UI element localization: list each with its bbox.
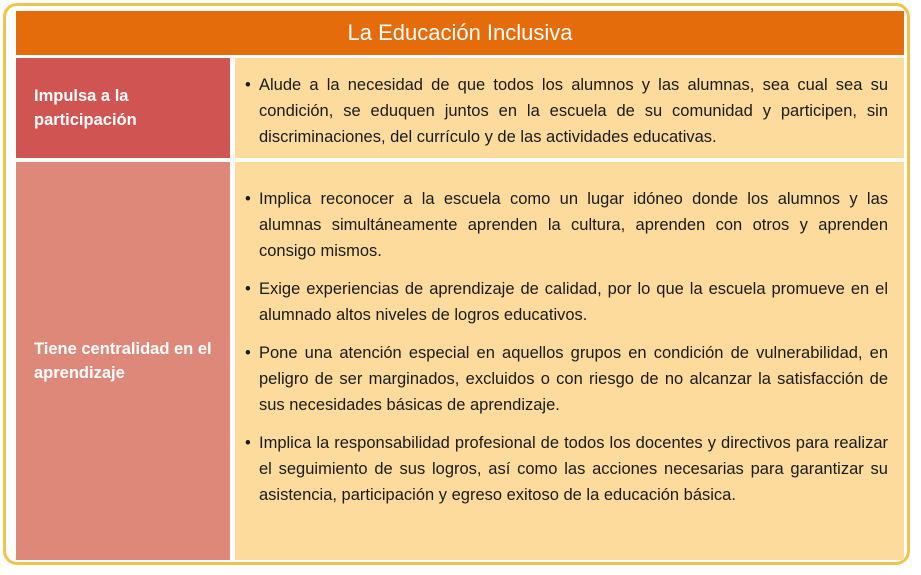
row-label-text: Impulsa a la participación (34, 87, 137, 129)
row-label-text: Tiene centralidad en el aprendizaje (34, 340, 212, 382)
bullet-icon: • (245, 190, 251, 208)
bullet-icon: • (245, 344, 251, 362)
list-item (245, 186, 888, 264)
list-item (245, 340, 888, 418)
table-title: La Educación Inclusiva (16, 11, 904, 55)
bullet-list (245, 72, 888, 150)
bullet-list (245, 186, 888, 508)
row-content-aprendizaje (235, 162, 904, 560)
bullet-icon: • (245, 434, 251, 452)
bullet-icon: • (245, 76, 251, 94)
row-content-participacion (235, 58, 904, 158)
bullet-text: Implica reconocer a la escuela como un lugar idóneo donde los alumnos y las alumnas simultáneamente aprenden la cultura, aprenden con otros y aprenden consigo mismos. (259, 190, 888, 260)
bullet-text: Pone una atención especial en aquellos grupos en condición de vulnerabilidad, en peligro de ser marginados, excluidos o con riesgo de no alcanzar la satisfacción de sus necesidades básicas de aprendizaje. (259, 344, 888, 414)
bullet-icon: • (245, 280, 251, 298)
bullet-text: Implica la responsabilidad profesional de todos los docentes y directivos para realizar el seguimiento de sus logros, así como las acciones necesarias para garantizar su asistencia, participación y egreso exitoso de la educación básica. (259, 434, 888, 504)
list-item (245, 276, 888, 328)
bullet-text: Alude a la necesidad de que todos los alumnos y las alumnas, sea cual sea su condición, se eduquen juntos en la escuela de su comunidad y participen, sin discriminaciones, del currículo y de las actividades educativas. (259, 76, 888, 146)
bullet-text: Exige experiencias de aprendizaje de calidad, por lo que la escuela promueve en el alumnado altos niveles de logros educativos. (259, 280, 888, 324)
list-item (245, 430, 888, 508)
row-label-participacion (16, 58, 230, 158)
list-item (245, 72, 888, 150)
row-label-aprendizaje (16, 162, 230, 560)
